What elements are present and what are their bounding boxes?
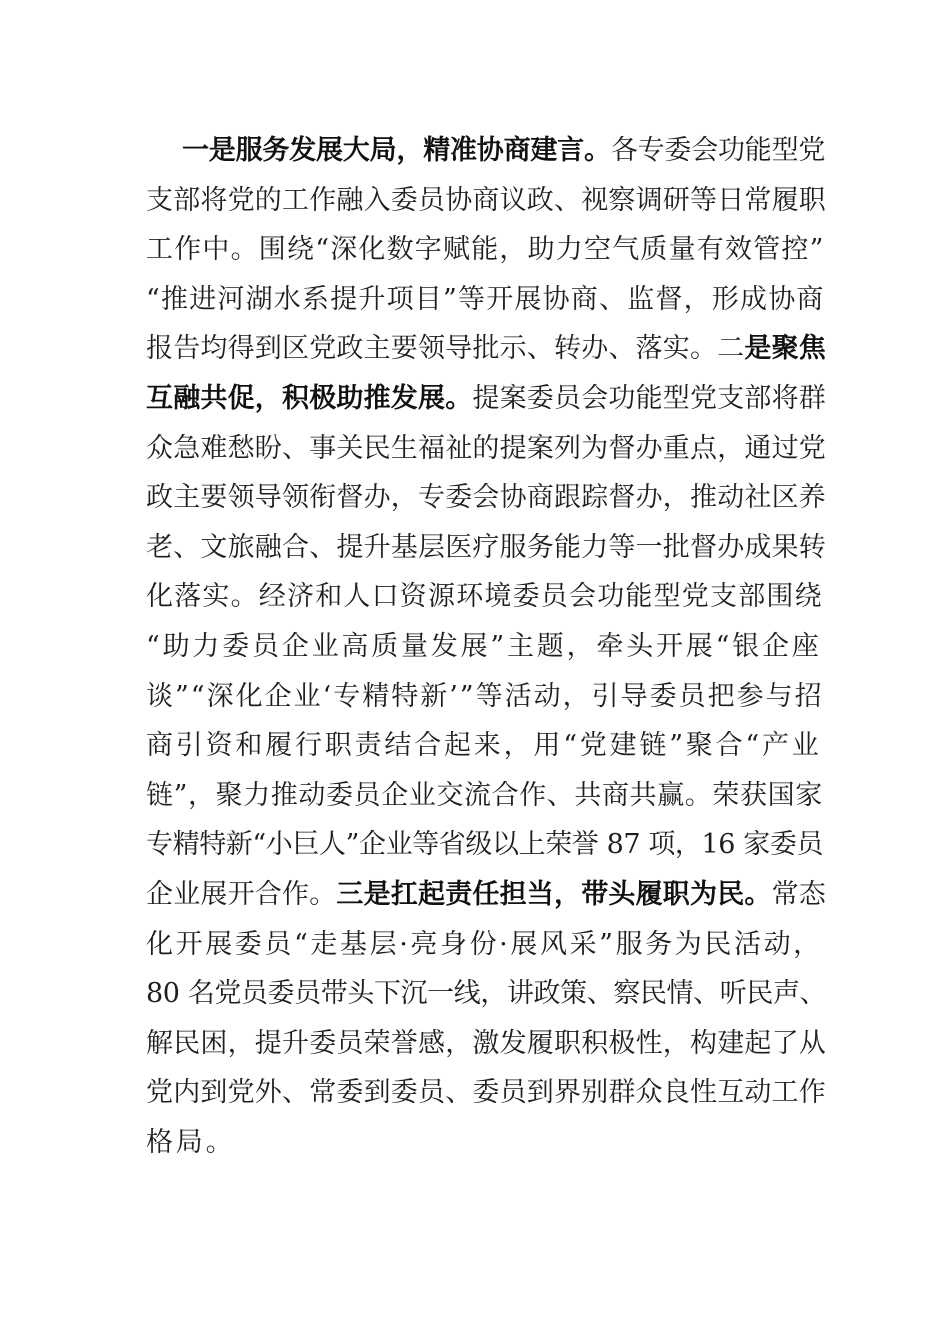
body-text: 政主要领导领衔督办，专委会协商跟踪督办，推动社区养 [146, 482, 826, 514]
body-text: 提案委员会功能型党支部将群 [472, 382, 827, 414]
body-text: 化开展委员“走基层·亮身份·展风采”服务为民活动， [146, 928, 823, 960]
body-paragraph [146, 126, 826, 1167]
bold-text: 三是扛起责任担当，带头履职为民。 [336, 878, 772, 910]
paragraph-line [146, 1019, 826, 1069]
paragraph-line [146, 176, 826, 226]
paragraph-line [146, 622, 826, 672]
paragraph-line [146, 870, 826, 920]
paragraph-line [146, 374, 826, 424]
paragraph-line [146, 969, 826, 1019]
body-text: 工作中。围绕“深化数字赋能，助力空气质量有效管控” [146, 234, 825, 266]
paragraph-line [146, 424, 826, 474]
body-text: 专精特新“小巨人”企业等省级以上荣誉 87 项，16 家委员 [146, 829, 824, 861]
paragraph-line [146, 1118, 826, 1168]
paragraph-line [146, 225, 826, 275]
paragraph-line [146, 275, 826, 325]
paragraph-line [146, 324, 826, 374]
paragraph-line [146, 1068, 826, 1118]
body-text: 80 名党员委员带头下沉一线，讲政策、察民情、听民声、 [146, 978, 827, 1010]
body-text: 党内到党外、常委到委员、委员到界别群众良性互动工作 [146, 1077, 826, 1109]
body-text: 众急难愁盼、事关民生福祉的提案列为督办重点，通过党 [146, 432, 826, 464]
body-text: 化落实。经济和人口资源环境委员会功能型党支部围绕 [146, 581, 823, 613]
body-text: 老、文旅融合、提升基层医疗服务能力等一批督办成果转 [146, 531, 826, 563]
body-text: 链”，聚力推动委员企业交流合作、共商共赢。荣获国家 [146, 779, 823, 811]
paragraph-line [146, 126, 826, 176]
body-text: “推进河湖水系提升项目”等开展协商、监督，形成协商 [146, 283, 825, 315]
body-text: 各专委会功能型党 [610, 135, 826, 166]
body-text: “助力委员企业高质量发展”主题，牵头开展“银企座 [146, 630, 822, 662]
body-text: 常态 [771, 878, 827, 910]
body-text: 支部将党的工作融入委员协商议政、视察调研等日常履职 [146, 184, 826, 216]
paragraph-line [146, 523, 826, 573]
body-text: 格局。 [146, 1126, 236, 1158]
body-text: 企业展开合作。 [146, 878, 337, 910]
bold-text: 一是服务发展大局，精准协商建言。 [182, 135, 611, 166]
body-text: 解民困，提升委员荣誉感，激发履职积极性，构建起了从 [146, 1027, 826, 1059]
paragraph-line [146, 572, 826, 622]
paragraph-line [146, 820, 826, 870]
body-text: 谈”“深化企业‘专精特新’”等活动，引导委员把参与招 [146, 680, 824, 712]
paragraph-line [146, 473, 826, 523]
paragraph-line [146, 672, 826, 722]
paragraph-line [146, 721, 826, 771]
body-text: 商引资和履行职责结合起来，用“党建链”聚合“产业 [146, 730, 822, 762]
paragraph-line [146, 920, 826, 970]
bold-text: 互融共促，积极助推发展。 [146, 382, 473, 414]
bold-text: 是聚焦 [744, 333, 827, 365]
paragraph-line [146, 771, 826, 821]
body-text: 报告均得到区党政主要领导批示、转办、落实。二 [146, 333, 745, 365]
